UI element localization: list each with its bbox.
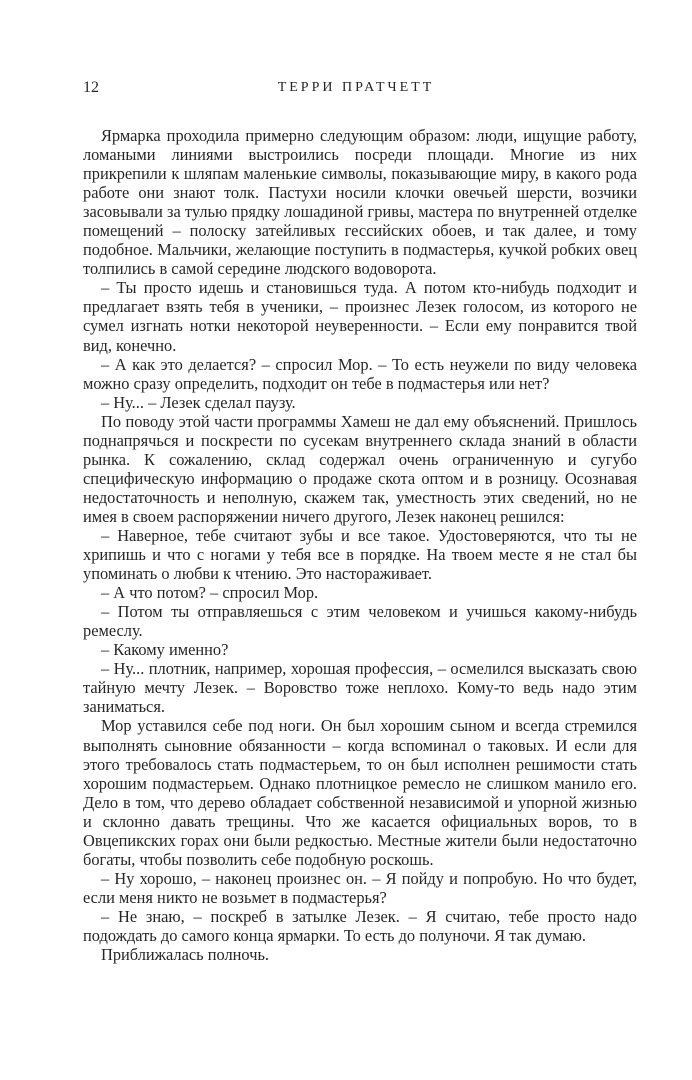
paragraph: – А как это делается? – спросил Мор. – То есть неужели по виду человека можно сразу определить, подходит он тебе в подмастерья или нет? (83, 354, 637, 393)
paragraph: По поводу этой части программы Хамеш не дал ему объяснений. Пришлось поднапрячься и поскрести по сусекам внутреннего склада знаний в области рынка. К сожалению, склад содержал очень ограниченную и сугубо специфическую информацию о продаже скота оптом и в розницу. Осознавая недостаточность и неполную, скажем так, уместность этих сведений, но не имея в своем распоряжении ничего другого, Лезек наконец решился: (83, 411, 637, 526)
paragraph: – Какому именно? (101, 640, 229, 660)
paragraph: – Ты просто идешь и становишься туда. А потом кто-нибудь подходит и предлагает взять тебя в ученики, – произнес Лезек голосом, из которого не сумел изгнать нотки некоторой неуверенности. – Если ему понравится твой вид, конечно. (83, 278, 637, 355)
paragraph: – Ну хорошо, – наконец произнес он. – Я пойду и попробую. Но что будет, если меня никто не возьмет в подмастерья? (83, 868, 637, 907)
paragraph: – Ну... плотник, например, хорошая профессия, – осмелился высказать свою тайную мечту Лезек. – Воровство тоже неплохо. Кому-то ведь надо этим заниматься. (83, 659, 637, 717)
body-text (83, 126, 637, 964)
page-number: 12 (83, 79, 99, 96)
running-head-author: ТЕРРИ ПРАТЧЕТТ (277, 80, 435, 95)
paragraph: Приближалась полночь. (101, 945, 270, 965)
paragraph: Мор уставился себе под ноги. Он был хорошим сыном и всегда стремился выполнять сыновние обязанности – когда вспоминал о таковых. И если для этого требовалось стать подмастерьем, то он был исполнен решимости стать хорошим подмастерьем. Однако плотницкое ремесло не слишком манило его. Дело в том, что дерево обладает собственной независимой и упорной жизнью и склонно давать трещины. Что же касается официальных воров, то в Овцепикских горах они были редкостью. Местные жители были недостаточно богаты, чтобы позволить себе подобную роскошь. (83, 716, 637, 869)
paragraph: – Ну... – Лезек сделал паузу. (101, 392, 296, 412)
paragraph: – Потом ты отправляешься с этим человеком и учишься какому-нибудь ремеслу. (83, 602, 637, 641)
paragraph: – Не знаю, – поскреб в затылке Лезек. – Я считаю, тебе просто надо подождать до самого конца ярмарки. То есть до полуночи. Я так думаю. (83, 906, 637, 945)
paragraph: Ярмарка проходила примерно следующим образом: люди, ищущие работу, ломаными линиями выстроились посреди площади. Многие из них прикрепили к шляпам маленькие символы, показывающие миру, в какого рода работе они знают толк. Пастухи носили клочки овечьей шерсти, возчики засовывали за тулью прядку лошадиной гривы, мастера по внутренней отделке помещений – полоску затейливых гессийских обоев, и так далее, и тому подобное. Мальчики, желающие поступить в подмастерья, кучкой робких овец толпились в самой середине людского водоворота. (83, 126, 637, 279)
paragraph: – А что потом? – спросил Мор. (101, 583, 319, 603)
paragraph: – Наверное, тебе считают зубы и все такое. Удостоверяются, что ты не хрипишь и что с ногами у тебя все в порядке. На твоем месте я не стал бы упоминать о любви к чтению. Это настораживает. (83, 525, 637, 584)
